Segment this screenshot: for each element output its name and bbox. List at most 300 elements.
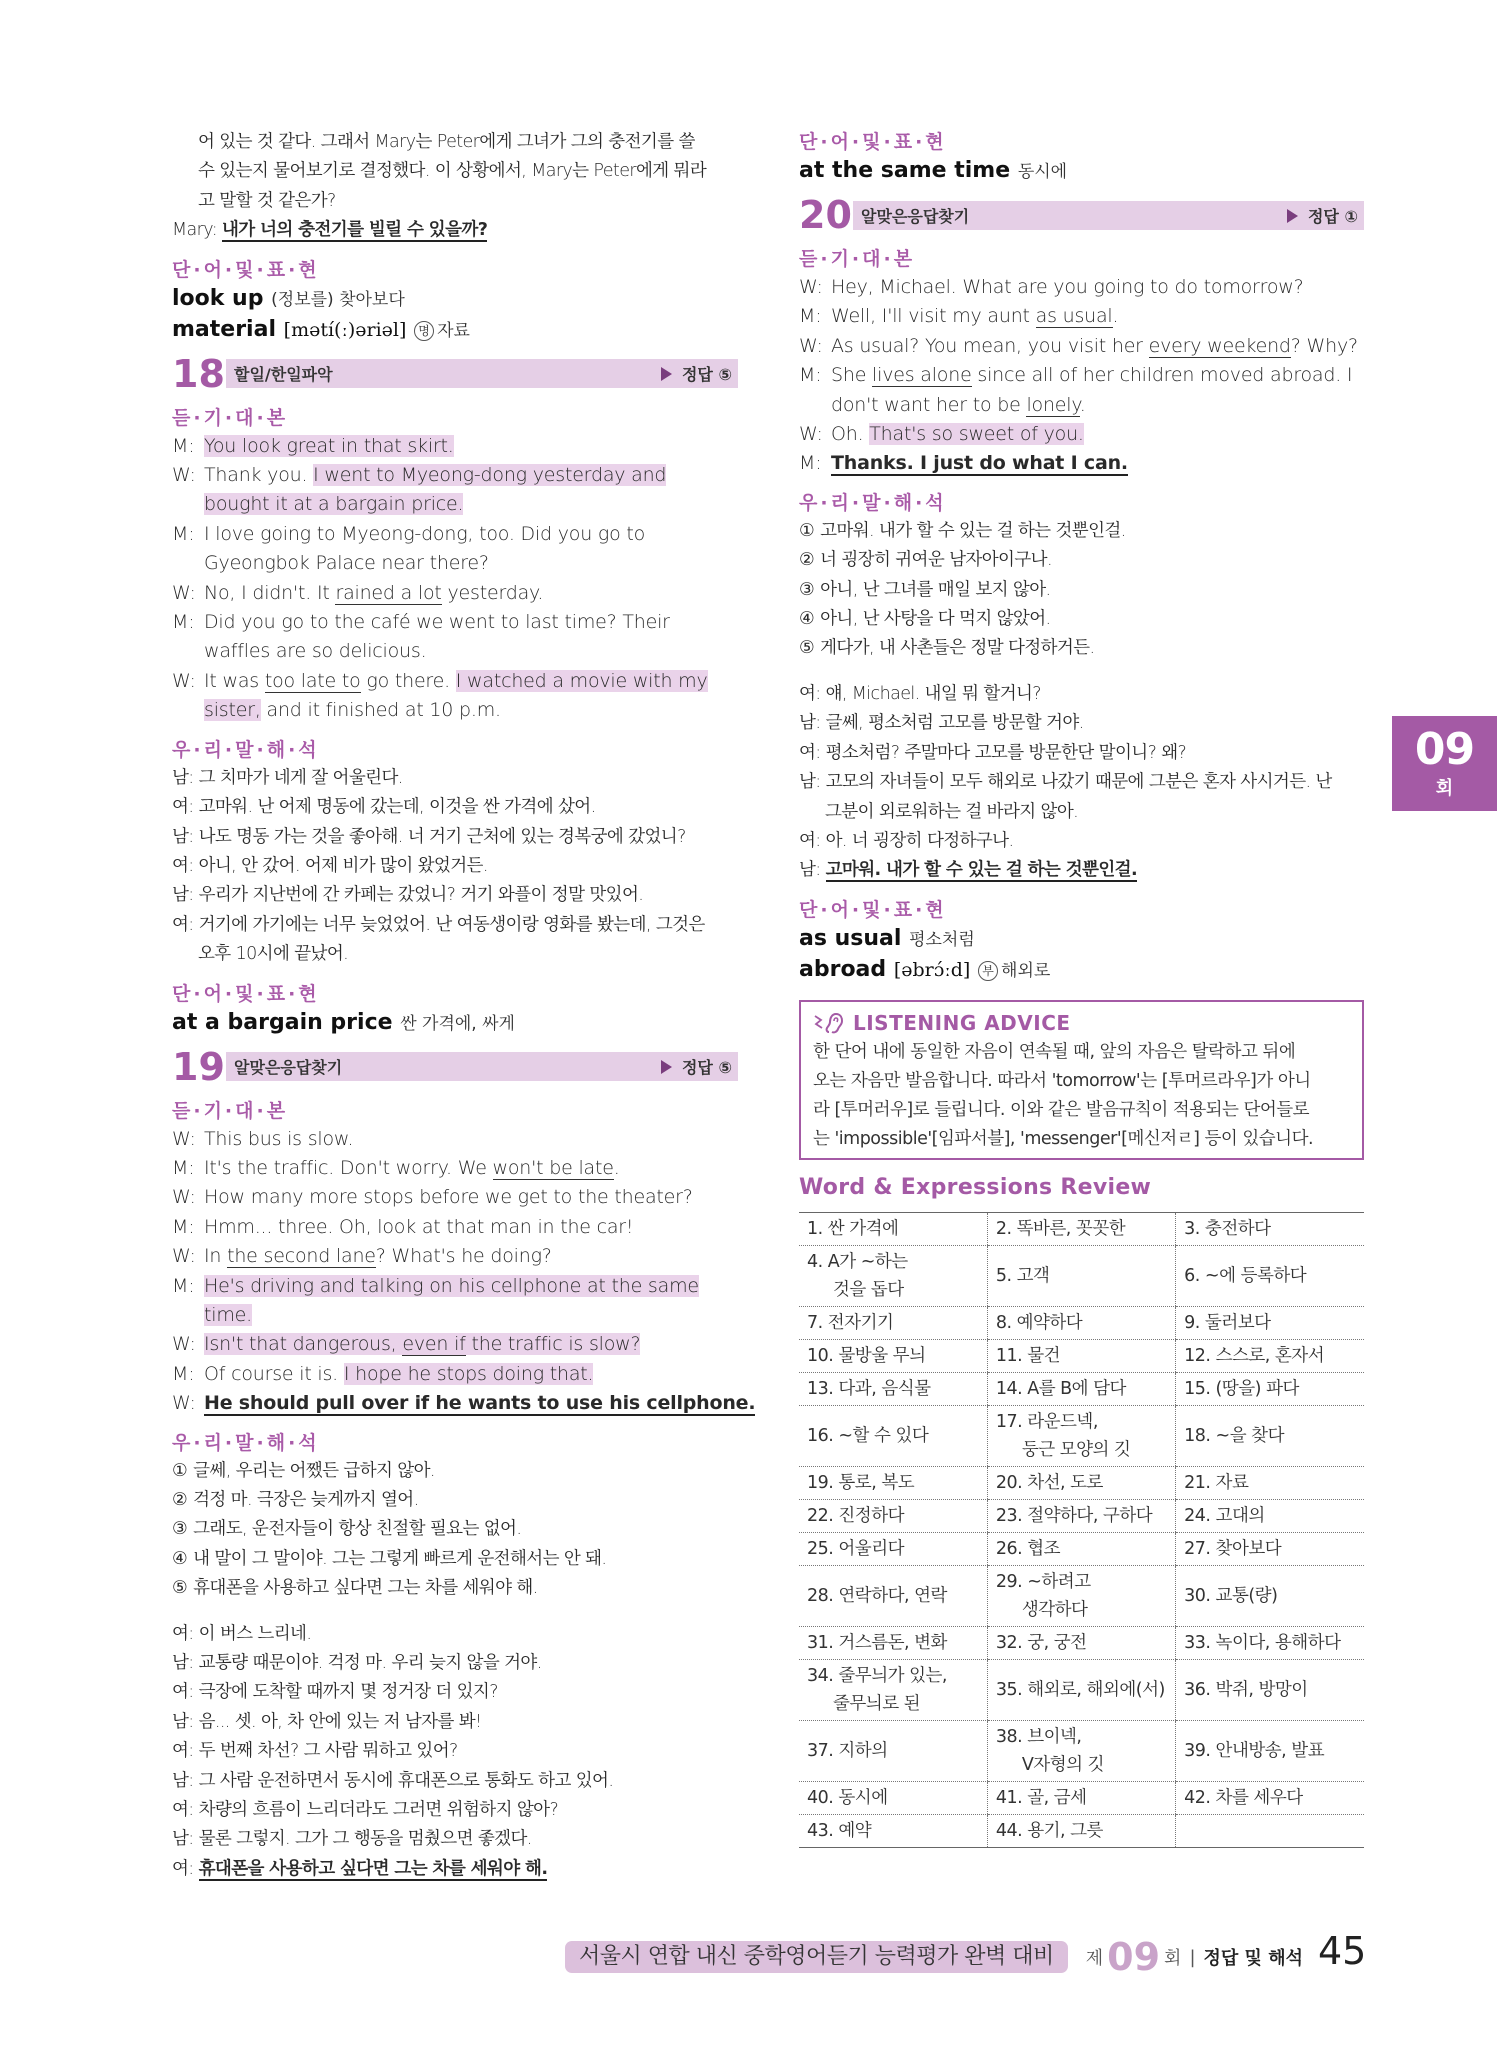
script-line (172, 1389, 756, 1418)
review-text: 둥근 모양의 깃 (1021, 1439, 1131, 1460)
review-text: 36. 박쥐, 방망이 (1184, 1679, 1308, 1700)
translation-text: 고마워. 내가 할 수 있는 걸 하는 것뿐인걸. (825, 860, 1138, 881)
review-cell (1176, 1405, 1364, 1466)
advice-line: 한 단어 내에 동일한 자음이 연속될 때, 앞의 자음은 탈락하고 뒤에 (813, 1041, 1296, 1062)
review-row (799, 1212, 1364, 1245)
option-text: 게다가, 내 사촌들은 정말 다정하거든. (820, 638, 1095, 659)
script-line (799, 332, 1364, 361)
translation-line (799, 798, 1364, 827)
script-line (172, 549, 738, 578)
option-text: 고마워. 내가 할 수 있는 걸 하는 것뿐인걸. (820, 520, 1126, 541)
listening-advice-box (799, 1000, 1364, 1160)
script-text: Hmm... three. Oh, look at that man in the car! (204, 1215, 634, 1238)
option-mark: ③ (172, 1519, 188, 1540)
word-entry (799, 924, 1364, 955)
words-title: 단·어·및·표·현 (799, 131, 947, 153)
word-entry (172, 315, 738, 346)
review-cell (799, 1499, 987, 1532)
review-text: 20. 차선, 도로 (995, 1472, 1103, 1493)
review-text: V자형의 깃 (1021, 1754, 1104, 1775)
right-column (799, 128, 1364, 1848)
translation-line (799, 709, 1364, 738)
translation-line (172, 1855, 738, 1884)
translation-text: 남: 음... 셋. 아, 차 안에 있는 저 남자를 봐! (172, 1711, 482, 1732)
word-ipa: [mətí(ː)əriəl] (283, 318, 407, 341)
word-entry (172, 284, 738, 315)
review-text: 41. 골, 금세 (995, 1787, 1087, 1808)
answer-option (799, 517, 1364, 546)
answer-option (799, 634, 1364, 663)
translation-text: 남: 물론 그렇지. 그가 그 행동을 멈췄으면 좋겠다. (172, 1829, 532, 1850)
translation-title: 우·리·말·해·석 (799, 491, 947, 514)
translation-line (172, 1708, 738, 1737)
script-line (799, 420, 1364, 449)
word-meaning: 해외로 (1001, 960, 1051, 981)
question-bar (226, 359, 738, 388)
q20-header (799, 195, 1364, 235)
speaker-label: W: (799, 276, 823, 298)
script-line (172, 461, 738, 490)
advice-line: 오는 자음만 발음합니다. 따라서 'tomorrow'는 [투머르라우]가 아니 (813, 1070, 1311, 1091)
review-text: 것을 돕다 (833, 1279, 904, 1300)
script-line (799, 391, 1364, 420)
review-text: 10. 물방울 무늬 (807, 1345, 926, 1366)
footer-test-number: 09 (1107, 1935, 1161, 1979)
script-line (172, 1272, 738, 1301)
script-line (172, 608, 738, 637)
review-cell (1176, 1565, 1364, 1626)
review-text: 1. 싼 가격에 (807, 1218, 899, 1239)
advice-line: 라 [투머러우]로 들립니다. 이와 같은 발음규칙이 적용되는 단어들로 (813, 1099, 1310, 1120)
script-title: 듣·기·대·본 (172, 1099, 289, 1122)
review-text: 23. 절약하다, 구하다 (995, 1505, 1153, 1526)
review-text: 39. 안내방송, 발표 (1184, 1740, 1325, 1761)
review-text: 14. A를 B에 담다 (995, 1378, 1126, 1399)
review-text: 13. 다과, 음식물 (807, 1378, 931, 1399)
option-mark: ② (172, 1490, 188, 1510)
review-cell (987, 1499, 1175, 1532)
word: abroad (799, 956, 887, 982)
q19-script (172, 1125, 756, 1419)
translation-line: 남: 나도 명동 가는 것을 좋아해. 너 거기 근처에 있는 경복궁에 갔었니? (172, 826, 686, 847)
script-text: bought it at a bargain price. (204, 493, 464, 516)
review-row (799, 1720, 1364, 1781)
script-text: every weekend (1148, 334, 1291, 357)
review-text: 6. ~에 등록하다 (1184, 1265, 1307, 1286)
script-text: I went to Myeong-dong yesterday and (313, 464, 667, 487)
script-text: She (831, 364, 873, 387)
script-text: I hope he stops doing that. (343, 1362, 594, 1385)
review-cell (799, 1405, 987, 1466)
script-text: He should pull over if he wants to use his cellphone. (204, 1392, 756, 1415)
review-text: 19. 통로, 복도 (807, 1472, 915, 1493)
translation-title: 우·리·말·해·석 (172, 738, 320, 761)
translation-line (799, 739, 1364, 768)
review-cell (1176, 1372, 1364, 1405)
script-line (172, 490, 738, 519)
answer-option (172, 1515, 738, 1544)
script-line (799, 361, 1364, 390)
script-line (172, 1154, 738, 1183)
speaker-label: M: (799, 305, 822, 328)
review-cell (987, 1814, 1175, 1847)
script-text: . (613, 1156, 620, 1179)
review-text: 17. 라운드넥, (995, 1411, 1098, 1432)
page-number: 45 (1318, 1929, 1367, 1973)
review-row (799, 1245, 1364, 1306)
speaker-label: W: (172, 669, 196, 692)
speaker-label: 남: (799, 860, 826, 881)
translation-text: 남: 그 사람 운전하면서 동시에 휴대폰으로 통화도 하고 있어. (172, 1770, 614, 1791)
review-row (799, 1466, 1364, 1499)
review-text: 44. 용기, 그릇 (995, 1820, 1103, 1841)
script-line (799, 302, 1364, 331)
question-bar (853, 201, 1364, 230)
script-line (172, 1301, 738, 1330)
option-text: 글쎄, 우리는 어쨌든 급하지 않아. (193, 1460, 435, 1481)
word-ipa: [əbrɔ́ːd] (893, 958, 971, 981)
review-text: 34. 줄무늬가 있는, (807, 1665, 947, 1686)
review-cell (1176, 1466, 1364, 1499)
word: at a bargain price (172, 1009, 393, 1035)
side-tab-label: 회 (1435, 778, 1454, 799)
review-cell (799, 1814, 987, 1847)
review-text: 3. 충전하다 (1184, 1218, 1271, 1239)
review-text: 8. 예약하다 (995, 1312, 1083, 1333)
question-type: 할일/한일파악 (234, 365, 333, 385)
word-entry (799, 955, 1364, 986)
script-text: Gyeongbok Palace near there? (204, 552, 489, 575)
footer-je: 제 (1085, 1948, 1104, 1969)
triangle-icon (1287, 209, 1298, 223)
q17-line: 수 있는지 물어보기로 결정했다. 이 상황에서, Mary는 Peter에게 뭐라 (198, 161, 707, 182)
option-mark: ② (799, 550, 815, 571)
review-text: 9. 둘러보다 (1184, 1312, 1271, 1333)
speaker-label: W: (172, 1392, 196, 1415)
translation-line (172, 1825, 738, 1854)
footer (565, 1934, 1303, 1980)
word-meaning: 평소처럼 (909, 929, 975, 950)
script-text: waffles are so delicious. (204, 640, 427, 663)
triangle-icon (661, 1060, 672, 1074)
question-number: 20 (799, 193, 852, 237)
review-text: 32. 궁, 궁전 (995, 1632, 1087, 1653)
review-text: 33. 녹이다, 용해하다 (1184, 1632, 1341, 1653)
review-text: 12. 스스로, 혼자서 (1184, 1345, 1325, 1366)
option-mark: ⑤ (799, 638, 815, 659)
script-line (172, 1242, 738, 1271)
review-cell (799, 1212, 987, 1245)
script-text: It's the traffic. Don't worry. We (204, 1156, 493, 1179)
review-row (799, 1339, 1364, 1372)
review-cell (1176, 1659, 1364, 1720)
script-text: go there. (360, 669, 456, 692)
review-text: 29. ~하려고 (995, 1571, 1091, 1592)
advice-title: LISTENING ADVICE (813, 1008, 1352, 1038)
review-text: 37. 지하의 (807, 1740, 888, 1761)
review-text: 22. 진정하다 (807, 1505, 905, 1526)
translation-line (799, 680, 1364, 709)
review-cell (987, 1306, 1175, 1339)
word-meaning: (정보를) 찾아보다 (271, 289, 405, 310)
q19-translation (172, 1620, 738, 1885)
review-cell (987, 1372, 1175, 1405)
speaker-label: W: (172, 581, 196, 604)
option-mark: ⑤ (172, 1578, 188, 1599)
review-text: 11. 물건 (995, 1345, 1061, 1366)
words-title: 단·어·및·표·현 (172, 258, 320, 281)
review-cell (799, 1372, 987, 1405)
review-row (799, 1626, 1364, 1659)
translation-line (172, 1649, 738, 1678)
word: at the same time (799, 158, 1011, 183)
review-cell (799, 1466, 987, 1499)
option-mark: ④ (799, 609, 815, 630)
review-text: 4. A가 ~하는 (807, 1251, 908, 1272)
script-line (172, 637, 738, 666)
review-title: Word & Expressions Review (799, 1174, 1152, 1200)
q17-line: 고 말할 것 같은가? (198, 190, 336, 211)
translation-text: 남: 글쎄, 평소처럼 고모를 방문할 거야. (799, 713, 1084, 734)
question-number: 19 (172, 1044, 225, 1089)
speaker-label: M: (799, 452, 822, 475)
review-row (799, 1499, 1364, 1532)
review-cell (799, 1720, 987, 1781)
script-text: . (1079, 393, 1086, 416)
script-text: the traffic is slow? (465, 1333, 641, 1356)
script-text: as usual (1035, 305, 1113, 328)
review-cell (987, 1565, 1175, 1626)
option-text: 그래도, 운전자들이 항상 친절할 필요는 없어. (193, 1519, 522, 1540)
translation-text: 여: 두 번째 차선? 그 사람 뭐하고 있어? (172, 1741, 458, 1762)
script-line (172, 696, 738, 725)
review-cell (1176, 1781, 1364, 1814)
pos-badge: 명 (414, 321, 434, 341)
translation-line (172, 1678, 738, 1707)
review-text: 28. 연락하다, 연락 (807, 1585, 947, 1606)
review-cell (1176, 1339, 1364, 1372)
option-text: 아니, 난 그녀를 매일 보지 않아. (820, 579, 1051, 600)
translation-line: 여: 거기에 가기에는 너무 늦었었어. 난 여동생이랑 영화를 봤는데, 그것은 (172, 914, 705, 935)
translation-line (172, 1767, 738, 1796)
speaker-label: W: (172, 1127, 196, 1150)
translation-line (799, 856, 1364, 885)
review-text: 31. 거스름돈, 변화 (807, 1632, 947, 1653)
q19-options (172, 1457, 738, 1604)
script-text: the second lane (227, 1245, 376, 1268)
word-entry (799, 156, 1364, 187)
word-meaning: 자료 (437, 320, 470, 341)
review-text: 25. 어울리다 (807, 1538, 905, 1559)
translation-line (172, 1737, 738, 1766)
review-cell (1176, 1814, 1364, 1847)
review-text: 16. ~할 수 있다 (807, 1425, 929, 1446)
script-text: won't be late (492, 1156, 614, 1179)
option-mark: ① (799, 520, 815, 541)
script-text: rained a lot (335, 581, 442, 604)
script-text: lonely (1026, 393, 1080, 416)
translation-line: 여: 아니, 안 갔어. 어제 비가 많이 왔었거든. (172, 855, 488, 876)
review-cell (987, 1212, 1175, 1245)
side-tab (1392, 716, 1497, 811)
script-text: In (204, 1245, 228, 1268)
script-text: It was (204, 669, 265, 692)
translation-line: 여: 고마워. 난 어제 명동에 갔는데, 이것을 싼 가격에 샀어. (172, 797, 596, 818)
script-text: too late to (264, 669, 361, 692)
script-title: 듣·기·대·본 (799, 248, 916, 270)
review-text: 35. 해외로, 해외에(서) (995, 1679, 1165, 1700)
review-cell (799, 1626, 987, 1659)
speaker-label: M: (799, 364, 822, 387)
script-line (172, 432, 738, 461)
script-text: He's driving and talking on his cellphone at the same (204, 1274, 699, 1297)
review-text: 21. 자료 (1184, 1472, 1249, 1493)
review-cell (1176, 1306, 1364, 1339)
script-text: Thanks. I just do what I can. (831, 452, 1128, 475)
footer-book-title: 서울시 연합 내신 중학영어듣기 능력평가 완벽 대비 (565, 1941, 1068, 1973)
q17-line: 어 있는 것 같다. 그래서 Mary는 Peter에게 그녀가 그의 충전기를 쓸 (198, 132, 695, 152)
speaker-label: M: (172, 522, 195, 545)
translation-text: 휴대폰을 사용하고 싶다면 그는 차를 세워야 해. (198, 1858, 548, 1879)
answer-option (799, 576, 1364, 605)
script-text: . (1112, 305, 1119, 328)
review-text: 26. 협조 (995, 1538, 1061, 1559)
review-cell (987, 1245, 1175, 1306)
q18-script (172, 432, 738, 726)
script-text: ? Why? (1290, 334, 1358, 357)
answer-key: 정답 ⑤ (661, 362, 732, 385)
q17-tail (172, 128, 738, 346)
review-cell (987, 1720, 1175, 1781)
script-line (799, 449, 1364, 478)
option-text: 걱정 마. 극장은 늦게까지 열어. (193, 1490, 419, 1510)
script-text: You look great in that skirt. (204, 434, 454, 457)
review-row (799, 1306, 1364, 1339)
option-text: 너 굉장히 귀여운 남자아이구나. (820, 550, 1052, 571)
review-cell (987, 1659, 1175, 1720)
script-text: Hey, Michael. What are you going to do tomorrow? (831, 276, 1304, 298)
script-text: Well, I'll visit my aunt (831, 305, 1036, 328)
script-line (799, 273, 1364, 302)
review-text: 40. 동시에 (807, 1787, 888, 1808)
word-meaning: 동시에 (1017, 162, 1068, 182)
speaker-label: M: (172, 1156, 195, 1179)
review-text: 15. (땅을) 파다 (1184, 1378, 1299, 1399)
speaker-label: M: (172, 1362, 195, 1385)
translation-text: 여: 아. 너 굉장히 다정하구나. (799, 830, 1014, 851)
footer-separator: | (1189, 1946, 1196, 1968)
review-text: 42. 차를 세우다 (1184, 1787, 1303, 1808)
script-line (172, 1213, 738, 1242)
script-text: Oh. (831, 423, 870, 446)
translation-line: 남: 그 치마가 네게 잘 어울린다. (172, 767, 403, 788)
speaker-label: Mary: (172, 220, 222, 241)
speaker-label: W: (172, 464, 196, 487)
translation-title: 우·리·말·해·석 (172, 1431, 320, 1454)
word-entry (172, 1008, 738, 1039)
translation-text: 그분이 외로워하는 걸 바라지 않아. (825, 801, 1079, 822)
review-cell (1176, 1626, 1364, 1659)
translation-text: 여: 얘, Michael. 내일 뭐 할거니? (799, 683, 1041, 704)
option-mark: ④ (172, 1548, 188, 1569)
speaker-label: 여: (172, 1858, 199, 1879)
script-text: don't want her to be (831, 393, 1027, 416)
script-line (172, 1330, 738, 1359)
speaker-label: M: (172, 611, 195, 634)
script-text: Did you go to the café we went to last time? Their (204, 611, 670, 634)
review-text: 27. 찾아보다 (1184, 1538, 1282, 1559)
translation-line: 오후 10시에 끝났어. (198, 944, 349, 965)
script-line (172, 1360, 738, 1389)
review-cell (1176, 1499, 1364, 1532)
translation-text: 여: 극장에 도착할 때까지 몇 정거장 더 있지? (172, 1682, 498, 1703)
pos-badge: 부 (978, 961, 998, 981)
review-text: 7. 전자기기 (807, 1312, 894, 1333)
word: material (172, 316, 276, 342)
footer-section: 정답 및 해석 (1203, 1948, 1303, 1969)
script-title: 듣·기·대·본 (172, 406, 289, 429)
q18-header (172, 351, 738, 396)
script-text: I love going to Myeong-dong, too. Did you go to (204, 522, 646, 545)
review-row (799, 1659, 1364, 1720)
review-text: 생각하다 (1021, 1599, 1088, 1620)
review-cell (987, 1781, 1175, 1814)
review-row (799, 1532, 1364, 1565)
review-text: 30. 교통(량) (1184, 1585, 1278, 1606)
review-text: 38. 브이넥, (995, 1726, 1082, 1747)
q20-options (799, 517, 1364, 664)
review-cell (799, 1781, 987, 1814)
review-row (799, 1781, 1364, 1814)
answer-option (172, 1486, 738, 1515)
script-text: This bus is slow. (204, 1127, 354, 1150)
review-row (799, 1372, 1364, 1405)
words-title: 단·어·및·표·현 (799, 898, 947, 921)
review-cell (799, 1565, 987, 1626)
review-cell (1176, 1212, 1364, 1245)
review-text: 5. 고객 (995, 1265, 1050, 1286)
answer-option (799, 546, 1364, 575)
review-cell (987, 1626, 1175, 1659)
word: as usual (799, 925, 902, 951)
option-text: 아니, 난 사탕을 다 먹지 않았어. (820, 609, 1051, 630)
option-text: 내 말이 그 말이야. 그는 그렇게 빠르게 운전해서는 안 돼. (193, 1548, 607, 1569)
review-text: 18. ~을 찾다 (1184, 1425, 1284, 1446)
option-mark: ① (172, 1460, 188, 1481)
script-text: As usual? You mean, you visit her (831, 334, 1149, 357)
script-text: I watched a movie with my (455, 669, 708, 692)
speaker-label: W: (799, 334, 823, 357)
speaker-label: M: (172, 434, 195, 457)
script-text: time. (204, 1303, 252, 1326)
script-text: sister, (204, 699, 261, 722)
advice-line: 는 'impossible'[임파서블], 'messenger'[메신저ㄹ] 등이 있습니다. (813, 1128, 1314, 1149)
review-row (799, 1405, 1364, 1466)
q18-translation (172, 764, 738, 970)
question-type: 알맞은응답찾기 (861, 206, 970, 226)
review-cell (987, 1405, 1175, 1466)
review-cell (987, 1466, 1175, 1499)
script-text: and it finished at 10 p.m. (260, 699, 501, 722)
translation-text: 여: 차량의 흐름이 느리더라도 그러면 위험하지 않아? (172, 1800, 559, 1821)
review-table (799, 1212, 1364, 1848)
q20-translation (799, 680, 1364, 886)
ear-icon (813, 1010, 847, 1036)
speaker-label: W: (172, 1245, 196, 1268)
word: look up (172, 285, 264, 311)
review-text: 24. 고대의 (1184, 1505, 1265, 1526)
translation-text: 여: 평소처럼? 주말마다 고모를 방문한단 말이니? 왜? (799, 742, 1187, 763)
